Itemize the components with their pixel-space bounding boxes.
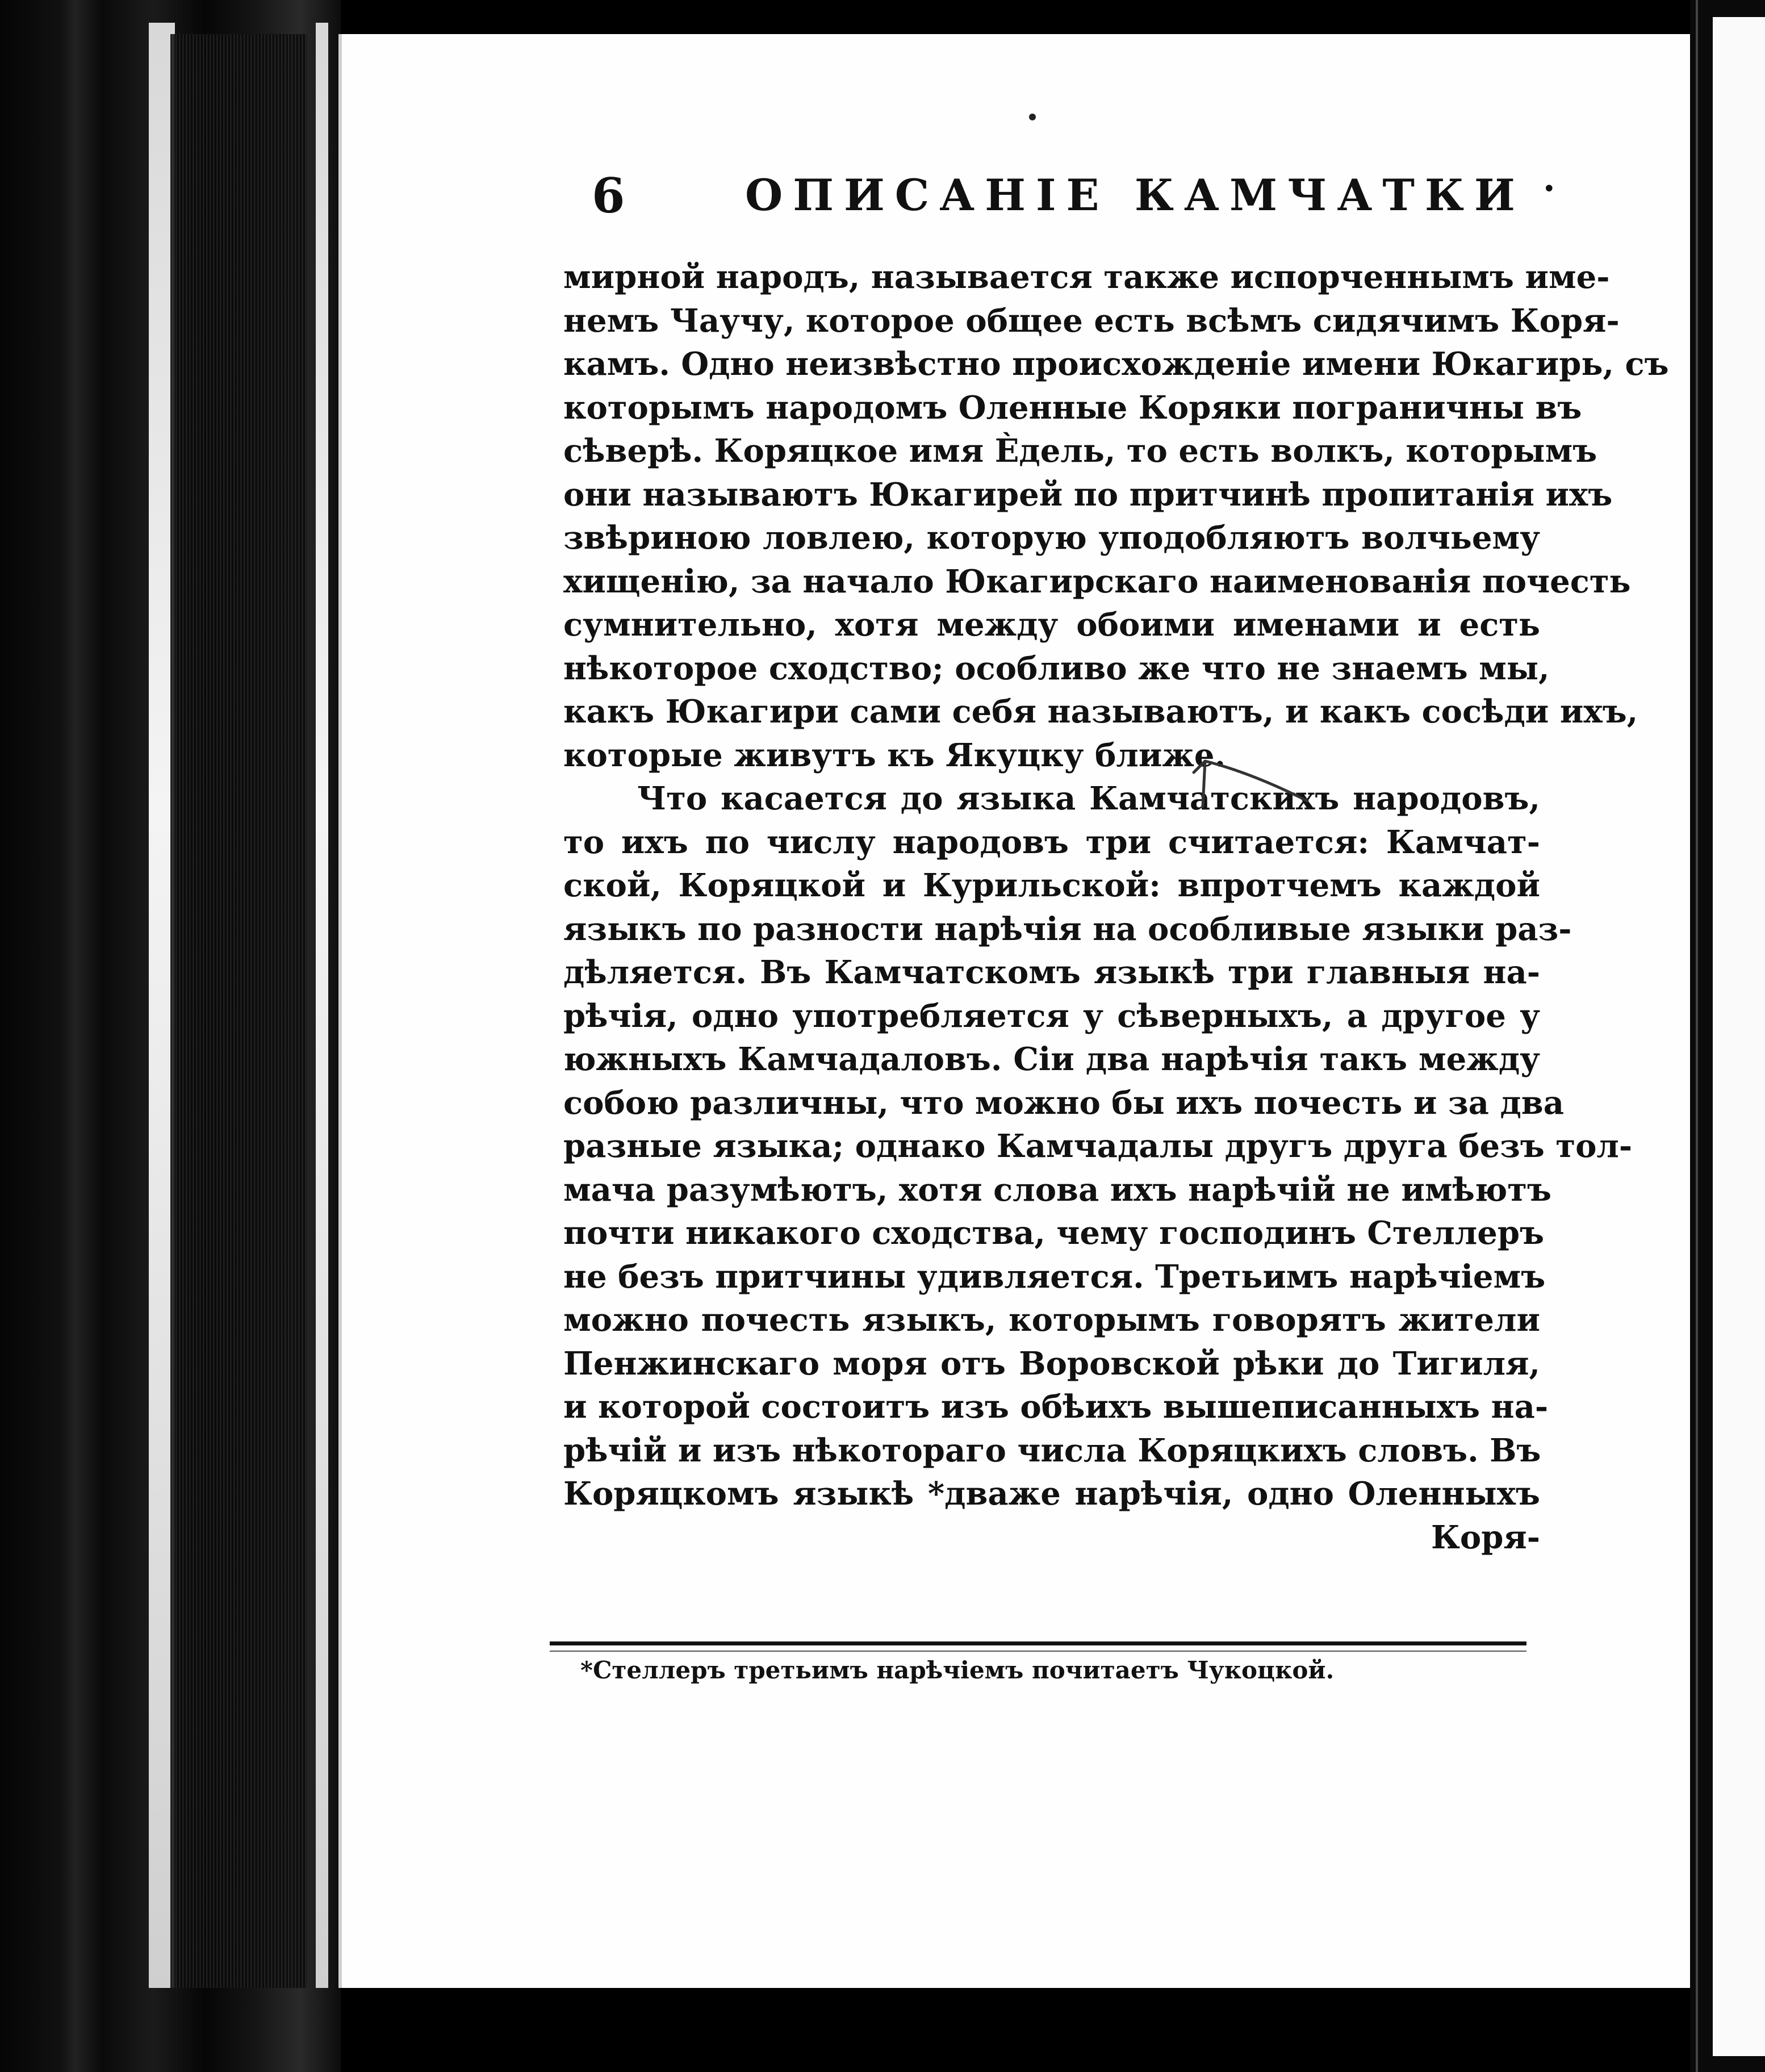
text-line: ской, Коряцкой и Курильской: впротчемъ каждой bbox=[563, 867, 1540, 904]
body-text bbox=[563, 256, 1669, 1559]
ink-speck bbox=[1029, 114, 1036, 120]
text-line: мача разумѣютъ, хотя слова ихъ нарѣчій не имѣютъ bbox=[563, 1171, 1551, 1209]
paragraph-start-line: Что касается до языка Камчатскихъ народовъ, bbox=[637, 780, 1540, 817]
text-line: они называютъ Юкагирей по притчинѣ пропитанія ихъ bbox=[563, 475, 1613, 513]
book-binding-edge bbox=[0, 0, 341, 2072]
facing-page-edge bbox=[1690, 0, 1765, 2072]
text-line: рѣчій и изъ нѣкотораго числа Коряцкихъ словъ. Въ bbox=[563, 1431, 1541, 1469]
page-title: ОПИСАНІЕ КАМЧАТКИ bbox=[745, 170, 1525, 220]
text-line: нѣкоторое сходство; особливо же что не знаемъ мы, bbox=[563, 649, 1550, 687]
running-head bbox=[580, 168, 1659, 247]
text-line: и которой состоитъ изъ обѣихъ вышеписанныхъ на- bbox=[563, 1388, 1549, 1426]
facing-page-paper bbox=[1713, 17, 1765, 2056]
catchword: Коря- bbox=[1431, 1518, 1540, 1556]
text-line: не безъ притчины удивляется. Третьимъ нарѣчіемъ bbox=[563, 1258, 1546, 1296]
text-line: камъ. Одно неизвѣстно происхожденіе имени Юкагирь, съ bbox=[563, 345, 1669, 383]
text-line: языкъ по разности нарѣчія на особливые языки раз- bbox=[563, 910, 1572, 948]
footnote-rule bbox=[550, 1641, 1526, 1645]
gutter-line bbox=[1696, 0, 1698, 2072]
text-line: хищенію, за начало Юкагирскаго наименованія почесть bbox=[563, 562, 1631, 600]
text-line: южныхъ Камчадаловъ. Сіи два нарѣчія такъ между bbox=[563, 1041, 1540, 1078]
text-line: мирной народъ, называется также испорченнымъ име- bbox=[563, 258, 1610, 296]
text-line: сумнительно, хотя между обоими именами и есть bbox=[563, 606, 1540, 644]
page-edge-stripe bbox=[316, 23, 328, 1988]
text-line: дѣляется. Въ Камчатскомъ языкѣ три главныя на- bbox=[563, 954, 1540, 991]
text-line: Коряцкомъ языкѣ *дваже нарѣчія, одно Оленныхъ bbox=[563, 1475, 1540, 1513]
text-line: которые живутъ къ Якуцку ближе. bbox=[563, 736, 1226, 774]
text-line: можно почесть языкъ, которымъ говорятъ жители bbox=[563, 1301, 1540, 1339]
stacked-leaves bbox=[170, 34, 307, 1988]
text-line: то ихъ по числу народовъ три считается: Камчат- bbox=[563, 823, 1540, 861]
text-line: немъ Чаучу, которое общее есть всѣмъ сидячимъ Коря- bbox=[563, 302, 1620, 340]
text-line: звѣриною ловлею, которую уподобляютъ волчьему bbox=[563, 519, 1540, 557]
book-page bbox=[338, 34, 1693, 1988]
text-line: какъ Юкагири сами себя называютъ, и какъ сосѣди ихъ, bbox=[563, 693, 1638, 730]
text-line: Пенжинскаго моря отъ Воровской рѣки до Тигиля, bbox=[563, 1344, 1540, 1382]
footnote-rule-thin bbox=[550, 1651, 1526, 1652]
text-line: рѣчія, одно употребляется у сѣверныхъ, а другое у bbox=[563, 997, 1540, 1035]
page-number: 6 bbox=[592, 168, 625, 224]
ink-speck: • bbox=[1542, 176, 1556, 202]
footnote: *Стеллеръ третьимъ нарѣчіемъ почитаетъ Чукоцкой. bbox=[580, 1656, 1335, 1684]
text-line: почти никакого сходства, чему господинъ Стеллеръ bbox=[563, 1214, 1545, 1252]
pencil-annotation-mark bbox=[1182, 738, 1319, 818]
text-line: которымъ народомъ Оленные Коряки пограничны въ bbox=[563, 389, 1582, 427]
text-line: сѣверѣ. Коряцкое имя Ѐдель, то есть волкъ, которымъ bbox=[563, 432, 1597, 470]
text-line: разные языка; однако Камчадалы другъ друга безъ тол- bbox=[563, 1127, 1633, 1165]
text-line: собою различны, что можно бы ихъ почесть и за два bbox=[563, 1084, 1564, 1122]
